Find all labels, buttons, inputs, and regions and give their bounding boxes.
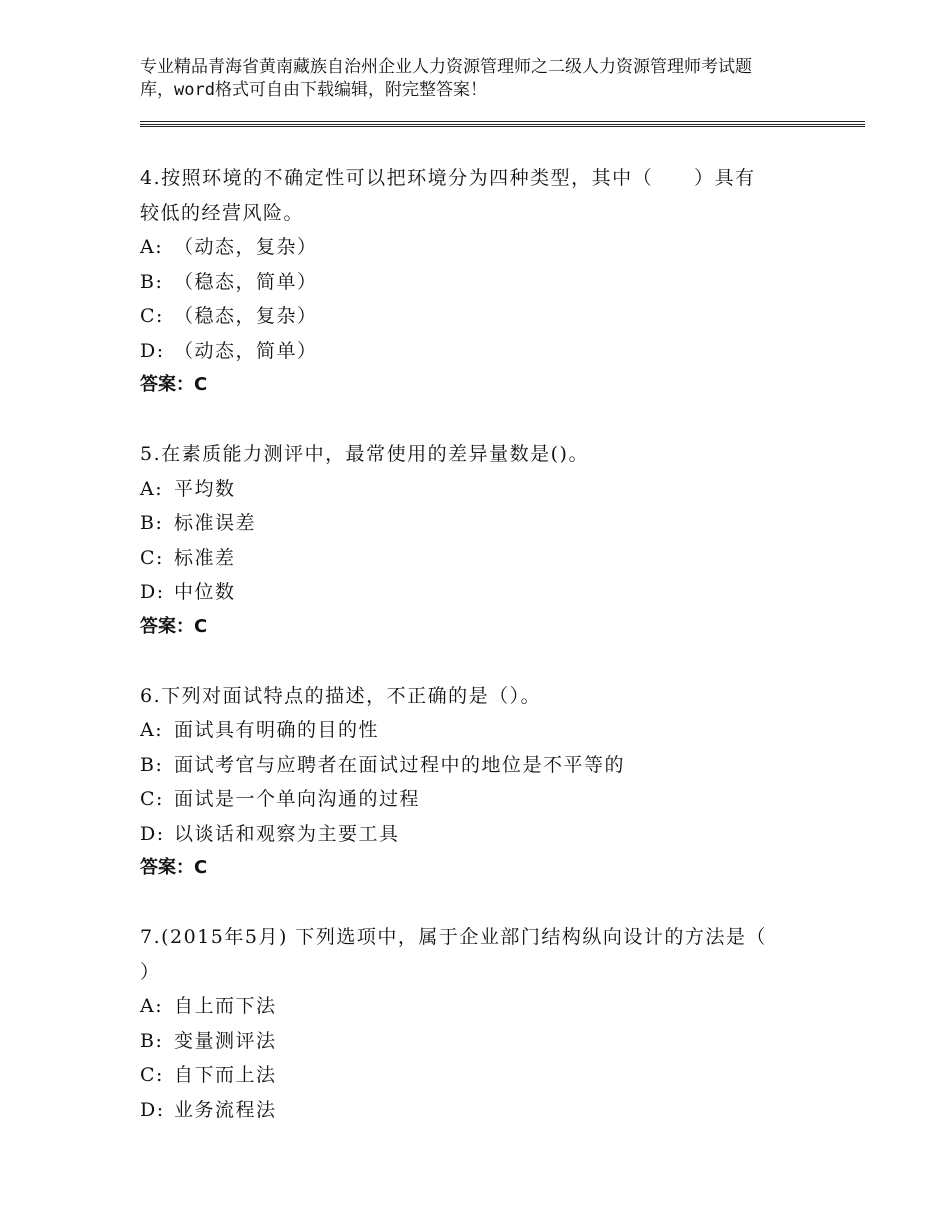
question-text: 5.在素质能力测评中，最常使用的差异量数是()。 [140, 443, 589, 465]
option-b [140, 1024, 820, 1059]
option-c [140, 1058, 820, 1093]
question-text-continued: ） [140, 960, 161, 983]
header-title-line-2: 库，word格式可自由下载编辑，附完整答案！ [140, 80, 487, 100]
option-text: 自下而上法 [174, 1064, 277, 1086]
option-label: A: [140, 477, 164, 500]
option-b [140, 265, 820, 300]
header-divider [140, 121, 865, 125]
option-label: B: [140, 753, 164, 776]
option-text: 标准差 [174, 546, 236, 569]
option-label: D: [140, 581, 165, 603]
option-text: 中位数 [174, 581, 236, 603]
option-label: B: [140, 1029, 164, 1052]
question-4 [140, 161, 820, 403]
option-label: C: [140, 305, 164, 327]
option-text: 自上而下法 [174, 995, 277, 1017]
option-label: D: [140, 1098, 165, 1121]
option-text: （动态，简单） [174, 339, 318, 362]
question-text: 4.按照环境的不确定性可以把环境分为四种类型，其中（ ）具有 [140, 167, 756, 189]
question-text-continued: 较低的经营风险。 [140, 201, 305, 224]
option-label: B: [140, 270, 164, 293]
question-5 [140, 437, 820, 644]
header-divider-thin [140, 126, 865, 127]
option-text: 业务流程法 [174, 1098, 277, 1121]
option-b [140, 748, 820, 783]
option-label: C: [140, 546, 164, 569]
option-c [140, 299, 820, 334]
answer-text: 答案：C [140, 374, 208, 395]
option-label: C: [140, 1064, 164, 1086]
option-text: （稳态，简单） [174, 270, 318, 293]
question-spacer [140, 403, 820, 438]
option-text: （动态，复杂） [174, 236, 318, 258]
option-a [140, 472, 820, 507]
option-c [140, 541, 820, 576]
header-title-line-1: 专业精品青海省黄南藏族自治州企业人力资源管理师之二级人力资源管理师考试题 [140, 57, 752, 77]
answer-text: 答案：C [140, 615, 208, 637]
option-text: 面试具有明确的目的性 [174, 719, 380, 741]
question-text: 6.下列对面试特点的描述，不正确的是（）。 [140, 684, 542, 707]
question-list [140, 161, 820, 1127]
option-label: C: [140, 788, 164, 810]
document-header [140, 56, 840, 102]
option-text: 面试是一个单向沟通的过程 [174, 788, 421, 810]
option-d [140, 575, 820, 610]
option-b [140, 506, 820, 541]
option-text: 面试考官与应聘者在面试过程中的地位是不平等的 [174, 753, 626, 776]
option-a [140, 713, 820, 748]
option-label: A: [140, 995, 164, 1017]
option-label: A: [140, 719, 164, 741]
option-a [140, 230, 820, 265]
option-text: 平均数 [174, 477, 236, 500]
question-spacer [140, 644, 820, 679]
option-text: 标准误差 [174, 512, 257, 534]
option-text: （稳态，复杂） [174, 305, 318, 327]
option-text: 变量测评法 [174, 1029, 277, 1052]
option-label: B: [140, 512, 164, 534]
option-label: A: [140, 236, 164, 258]
option-d [140, 817, 820, 852]
question-7 [140, 920, 820, 1127]
option-c [140, 782, 820, 817]
option-d [140, 334, 820, 369]
option-label: D: [140, 339, 165, 362]
option-label: D: [140, 822, 165, 845]
option-d [140, 1093, 820, 1128]
option-a [140, 989, 820, 1024]
question-text: 7.(2015年5月) 下列选项中，属于企业部门结构纵向设计的方法是（ [140, 926, 767, 948]
question-6 [140, 679, 820, 886]
question-spacer [140, 886, 820, 921]
answer-text: 答案：C [140, 857, 208, 878]
option-text: 以谈话和观察为主要工具 [174, 822, 400, 845]
